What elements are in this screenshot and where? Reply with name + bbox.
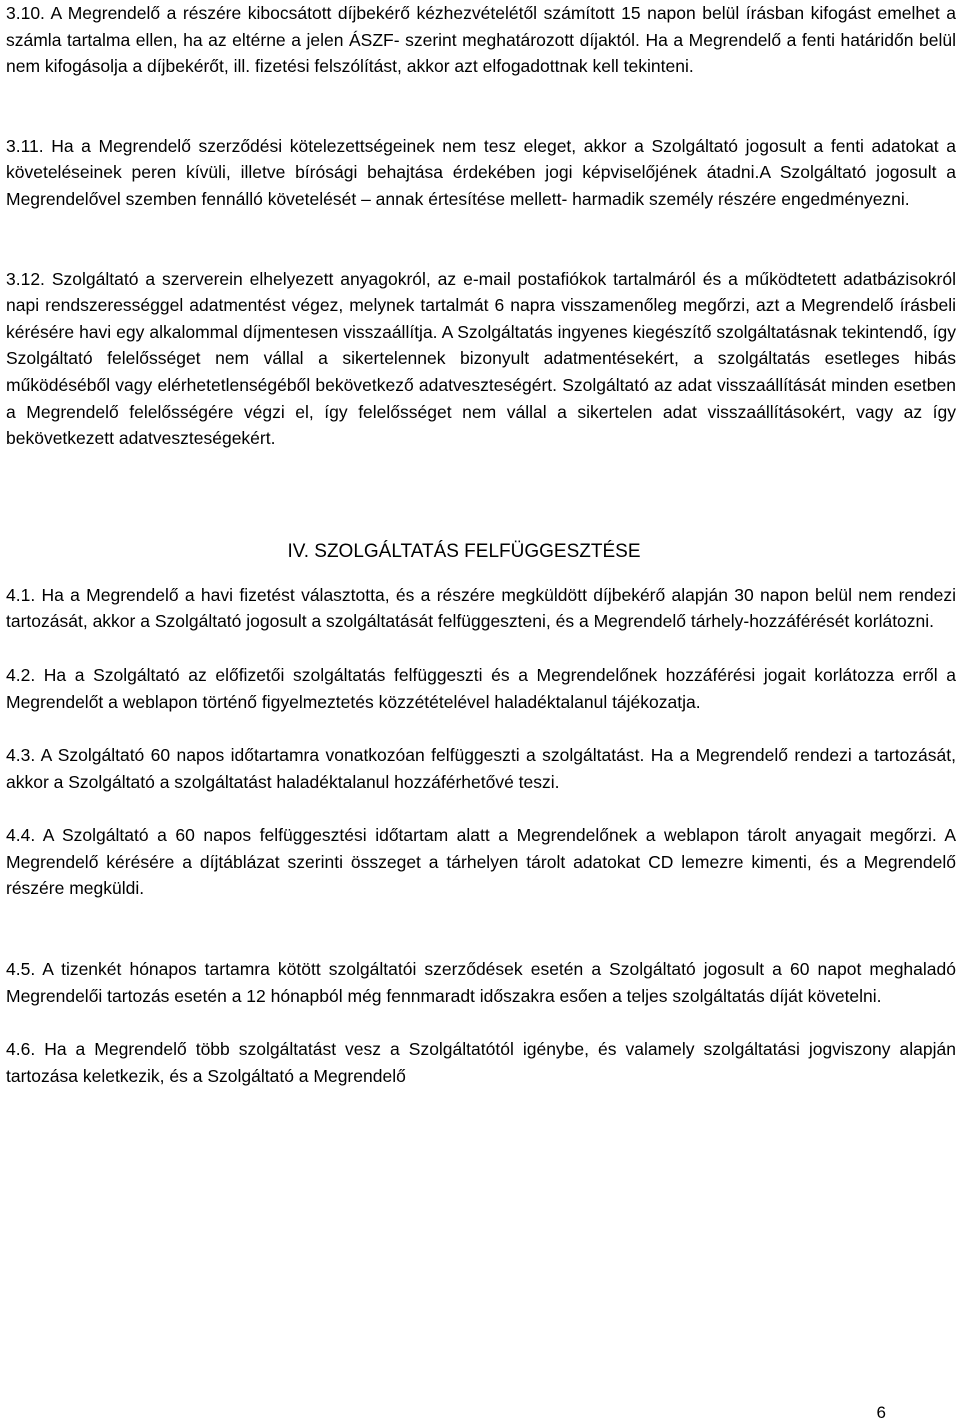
paragraph-3-10: 3.10. A Megrendelő a részére kibocsátott díjbekérő kézhezvételétől számított 15 napon belül írásban kifogást emelhet a számla tartalma ellen, ha az eltérne a jelen ÁSZF- szerint meghatározott díjaktól. Ha a Megrendelő a fenti határidőn belül nem kifogásolja a díjbekérőt, ill. fizetési felszólítást, akkor azt elfogadottnak kell tekinteni. [6,3,956,77]
paragraph-4-4: 4.4. A Szolgáltató a 60 napos felfüggesztési időtartam alatt a Megrendelőnek a weblapon tárolt anyagait megőrzi. A Megrendelő kérésére a díjtáblázat szerinti összeget a tárhelyen tárolt adatokat CD lemezre kimenti, és a Megrendelő részére megküldi. [6,825,956,899]
page-number: 6 [876,1403,886,1422]
paragraph-4-1: 4.1. Ha a Megrendelő a havi fizetést választotta, és a részére megküldött díjbekérő alapján 30 napon belül nem rendezi tartozását, akkor a Szolgáltató jogosult a szolgáltatását felfüggeszteni, és a Megrendelő tárhely-hozzáférését korlátozni. [6,584,956,632]
paragraph-4-5: 4.5. A tizenkét hónapos tartamra kötött szolgáltatói szerződések esetén a Szolgáltató jogosult a 60 napot meghaladó Megrendelői tartozás esetén a 12 hónapból még fennmaradt időszakra esően a teljes szolgáltatás díját követelni. [6,959,956,1006]
paragraph-4-6: 4.6. Ha a Megrendelő több szolgáltatást vesz a Szolgáltatótól igénybe, és valamely szolgáltatási jogviszony alapján tartozása keletkezik, és a Szolgáltató a Megrendelő [6,1039,956,1086]
document-page [6,0,956,1089]
paragraph-3-11: 3.11. Ha a Megrendelő szerződési kötelezettségeinek nem tesz eleget, akkor a Szolgáltató jogosult a fenti adatokat a követeléseinek peren kívüli, illetve bírósági behajtása érdekében jogi képviselőjének átadni.A Szolgáltató jogosult a Megrendelővel szemben fennálló követelését – annak értesítése mellett- harmadik személy részére engedményezni. [6,135,956,209]
paragraph-4-3: 4.3. A Szolgáltató 60 napos időtartamra vonatkozóan felfüggeszti a szolgáltatást. Ha a Megrendelő rendezi a tartozását, akkor a Szolgáltató a szolgáltatást haladéktalanul hozzáférhetővé teszi. [6,745,956,792]
paragraph-3-12: 3.12. Szolgáltató a szerverein elhelyezett anyagokról, az e-mail postafiókok tartalmáról és a működtetett adatbázisokról napi rendszerességgel adatmentést végez, melynek tartalmát 6 napra visszamenőleg megőrzi, azt a Megrendelő írásbeli kérésére havi egy alkalommal díjmentesen visszaállítja. A Szolgáltatás ingyenes kiegészítő szolgáltatásnak tekintendő, így Szolgáltató felelősséget nem vállal a sikertelennek bizonyult adatmentésekért, a szolgáltatás esetleges hibás működéséből vagy elérhetetlenségéből bekövetkező adatveszteségért. Szolgáltató az adat visszaállítását minden esetben a Megrendelő felelősségére végzi el, így felelősséget nem vállal a sikertelen adat visszaállításokért, vagy az így bekövetkezett adatveszteségekért. [6,268,956,449]
paragraph-4-2: 4.2. Ha a Szolgáltató az előfizetői szolgáltatás felfüggeszti és a Megrendelőnek hozzáférési jogait korlátozza erről a Megrendelőt a weblapon történő figyelmeztetés közzétételével haladéktalanul tájékozatja. [6,664,956,712]
section-heading: IV. SZOLGÁLTATÁS FELFÜGGESZTÉSE [287,540,641,562]
